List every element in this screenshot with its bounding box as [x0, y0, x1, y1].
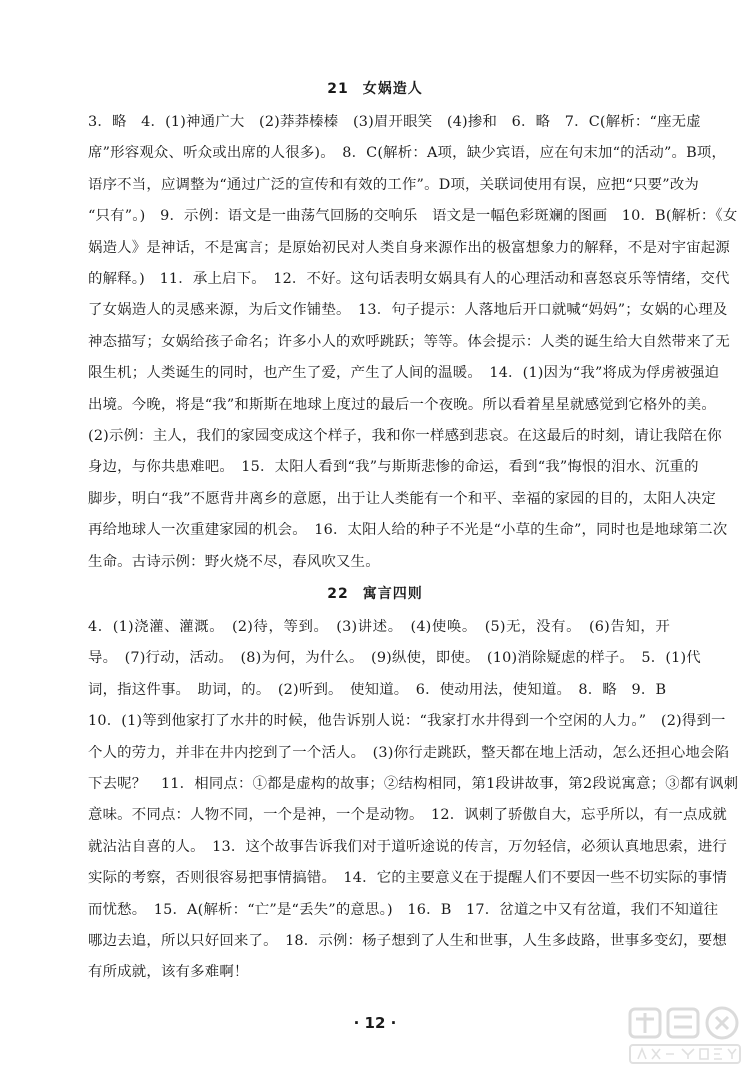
answer-line: 4．(1)浇灌、灌溉。 (2)待，等到。 (3)讲述。 (4)使唤。 (5)无，没有。 (6)告知，开 [88, 619, 670, 635]
answer-line: 意味。不同点：人物不同，一个是神，一个是动物。 12．讽刺了骄傲自大，忘乎所以，有一点成就 [88, 807, 727, 824]
answer-line: 导。 (7)行动，活动。 (8)为何，为什么。 (9)纵使，即使。 (10)消除疑虑的样子。 5．(1)代 [88, 650, 701, 667]
answer-line: 而忧愁。 15．A(解析：“亡”是“丢失”的意思。) 16．B 17．岔道之中又有岔道，我们不知道往 [88, 901, 719, 918]
answer-line: 身边，与你共患难吧。 15．太阳人看到“我”与斯斯悲惨的命运，看到“我”悔恨的泪水、沉重的 [88, 459, 699, 476]
answer-line: 下去呢？ 11．相同点：①都是虚构的故事；②结构相同，第1段讲故事，第2段说寓意；③都有讽刺 [88, 776, 739, 793]
answer-line: 脚步，明白“我”不愿背井离乡的意愿，出于让人类能有一个和平、幸福的家园的目的，太阳人决定 [88, 490, 716, 507]
section-22-answers [88, 612, 739, 989]
answer-line: “只有”。) 9．示例：语文是一曲荡气回肠的交响乐 语文是一幅色彩斑斓的图画 10．B(解析：《女 [88, 208, 738, 225]
section-title-text: 寓言四则 [362, 586, 423, 602]
answer-line: 再给地球人一次重建家园的机会。 16．太阳人给的种子不光是“小草的生命”，同时也是地球第二次 [88, 522, 728, 539]
section-title-21 [0, 78, 750, 98]
answer-line: 限生机；人类诞生的同时，也产生了爱，产生了人间的温暖。 14．(1)因为“我”将成为俘虏被强迫 [88, 365, 720, 382]
page-number: · 12 · [353, 1014, 397, 1032]
answer-line: 席”形容观众、听众或出席的人很多)。 8．C(解析：A项，缺少宾语，应在句末加“的活动”。B项， [88, 145, 727, 162]
answer-line: 娲造人》是神话，不是寓言；是原始初民对人类自身来源作出的极富想象力的解释，不是对宇宙起源 [88, 239, 730, 256]
answer-line: 生命。古诗示例：野火烧不尽，春风吹又生。 [88, 553, 380, 570]
answer-line: 神态描写；女娲给孩子命名；许多小人的欢呼跳跃；等等。体会提示：人类的诞生给大自然带来了无 [88, 333, 730, 350]
answer-line: 哪边去追，所以只好回来了。 18．示例：杨子想到了人生和世事，人生多歧路，世事多变幻，要想 [88, 933, 727, 950]
answer-line: 就沾沾自喜的人。 13．这个故事告诉我们对于道听途说的传言，万勿轻信，必须认真地思索，进行 [88, 838, 727, 855]
section-title-text: 女娲造人 [362, 81, 423, 97]
watermark-logo [626, 1003, 744, 1067]
section-number: 21 [327, 81, 349, 97]
answer-line: 出境。今晚，将是“我”和斯斯在地球上度过的最后一个夜晚。所以看着星星就感觉到它格外的美。 [88, 396, 716, 413]
section-number: 22 [327, 586, 349, 602]
section-title-22 [0, 583, 750, 603]
section-21-answers [88, 107, 738, 578]
answer-line: 3．略 4．(1)神通广大 (2)莽莽榛榛 (3)眉开眼笑 (4)掺和 6．略 7．C(解析：“座无虚 [88, 114, 701, 130]
answer-line: 语序不当，应调整为“通过广泛的宣传和有效的工作”。D项，关联词使用有误，应把“只要”改为 [88, 176, 700, 193]
answer-line: 有所成就，该有多难啊！ [88, 964, 249, 981]
answer-line: 实际的考察，否则很容易把事情搞错。 14．它的主要意义在于提醒人们不要因一些不切实际的事情 [88, 870, 727, 887]
answer-line: 10．(1)等到他家打了水井的时候，他告诉别人说：“我家打水井得到一个空闲的人力。” (2)得到一 [88, 713, 726, 730]
answer-line: (2)示例：主人，我们的家园变成这个样子，我和你一样感到悲哀。在这最后的时刻，请让我陪在你 [88, 428, 722, 445]
answer-line: 的解释。) 11．承上启下。 12．不好。这句话表明女娲具有人的心理活动和喜怒哀乐等情绪，交代 [88, 271, 730, 288]
answer-line: 个人的劳力，并非在井内挖到了一个活人。 (3)你行走跳跃，整天都在地上活动，怎么还担心地会陷 [88, 744, 730, 761]
watermark-icon [626, 1003, 744, 1067]
answer-line: 词，指这件事。 助词，的。 (2)听到。 使知道。 6．使动用法，使知道。 8．略 9．B [88, 681, 667, 698]
answer-line: 了女娲造人的灵感来源，为后文作铺垫。 13．句子提示：人落地后开口就喊“妈妈”；女娲的心理及 [88, 302, 728, 319]
